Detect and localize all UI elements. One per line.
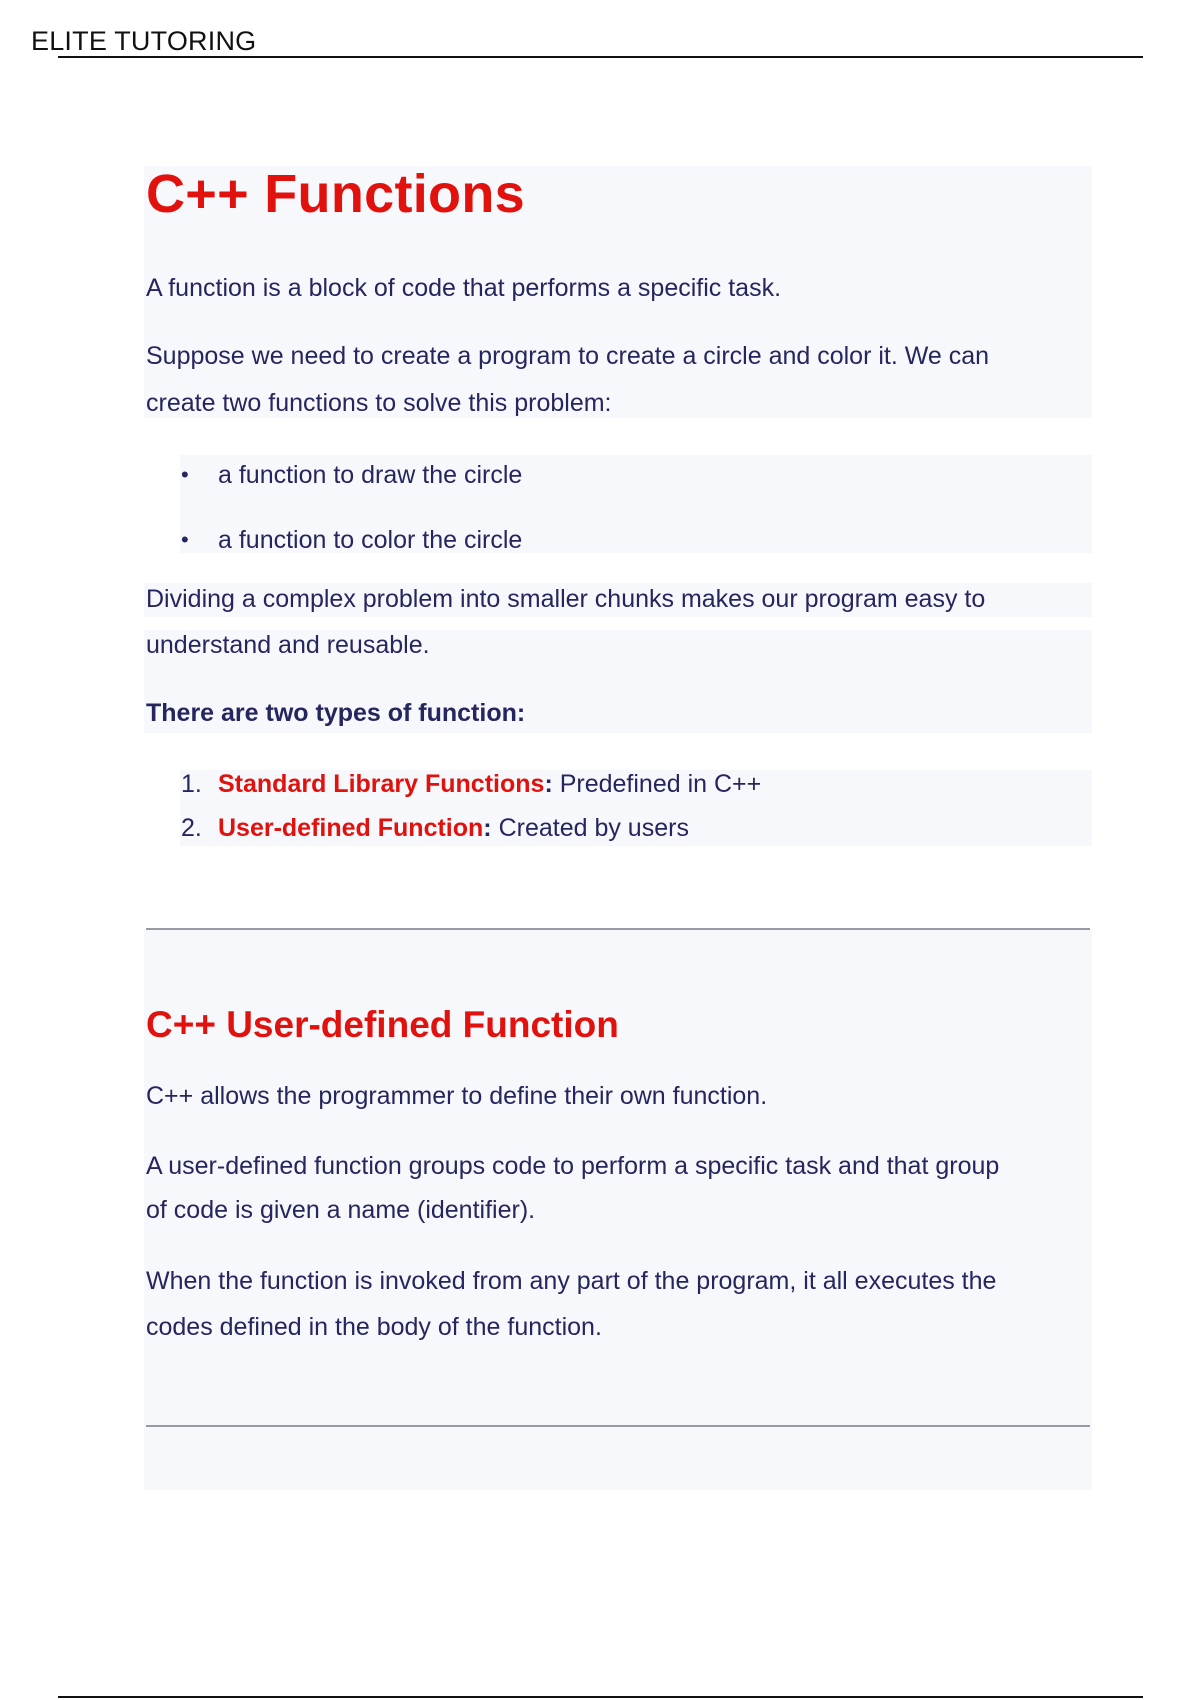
paragraph-line: A user-defined function groups code to perform a specific task and that group bbox=[146, 1152, 1000, 1180]
section-divider bbox=[146, 928, 1090, 930]
types-heading: There are two types of function: bbox=[146, 699, 526, 727]
term-highlight: User-defined Function bbox=[218, 814, 484, 842]
paragraph-line: codes defined in the body of the function. bbox=[146, 1313, 602, 1341]
list-item bbox=[181, 766, 761, 802]
list-number: 2. bbox=[181, 814, 202, 842]
paragraph-line: understand and reusable. bbox=[146, 631, 430, 659]
list-number: 1. bbox=[181, 770, 202, 798]
section-divider bbox=[146, 1425, 1090, 1427]
term-colon: : bbox=[483, 814, 492, 842]
header-rule bbox=[58, 56, 1143, 58]
page-header-title: ELITE TUTORING bbox=[31, 26, 257, 56]
list-item-text: a function to color the circle bbox=[218, 526, 523, 554]
term-description: Predefined in C++ bbox=[552, 770, 762, 798]
page-title: C++ Functions bbox=[146, 164, 525, 224]
paragraph-line: of code is given a name (identifier). bbox=[146, 1196, 536, 1224]
term-colon: : bbox=[544, 770, 553, 798]
footer-rule bbox=[58, 1696, 1143, 1698]
paragraph-line: Suppose we need to create a program to create a circle and color it. We can bbox=[146, 342, 990, 370]
list-item bbox=[181, 810, 689, 846]
section-heading: C++ User-defined Function bbox=[146, 1004, 619, 1045]
paragraph-line: When the function is invoked from any part of the program, it all executes the bbox=[146, 1267, 997, 1295]
term-highlight: Standard Library Functions bbox=[218, 770, 545, 798]
intro-paragraph: A function is a block of code that performs a specific task. bbox=[146, 274, 782, 302]
list-item-text: a function to draw the circle bbox=[218, 461, 523, 489]
term-description: Created by users bbox=[491, 814, 689, 842]
paragraph-line: Dividing a complex problem into smaller chunks makes our program easy to bbox=[146, 585, 986, 613]
paragraph-line: create two functions to solve this problem: bbox=[146, 389, 612, 417]
bullet-icon: • bbox=[181, 462, 189, 487]
paragraph: C++ allows the programmer to define their own function. bbox=[146, 1082, 768, 1110]
bullet-icon: • bbox=[181, 527, 189, 552]
